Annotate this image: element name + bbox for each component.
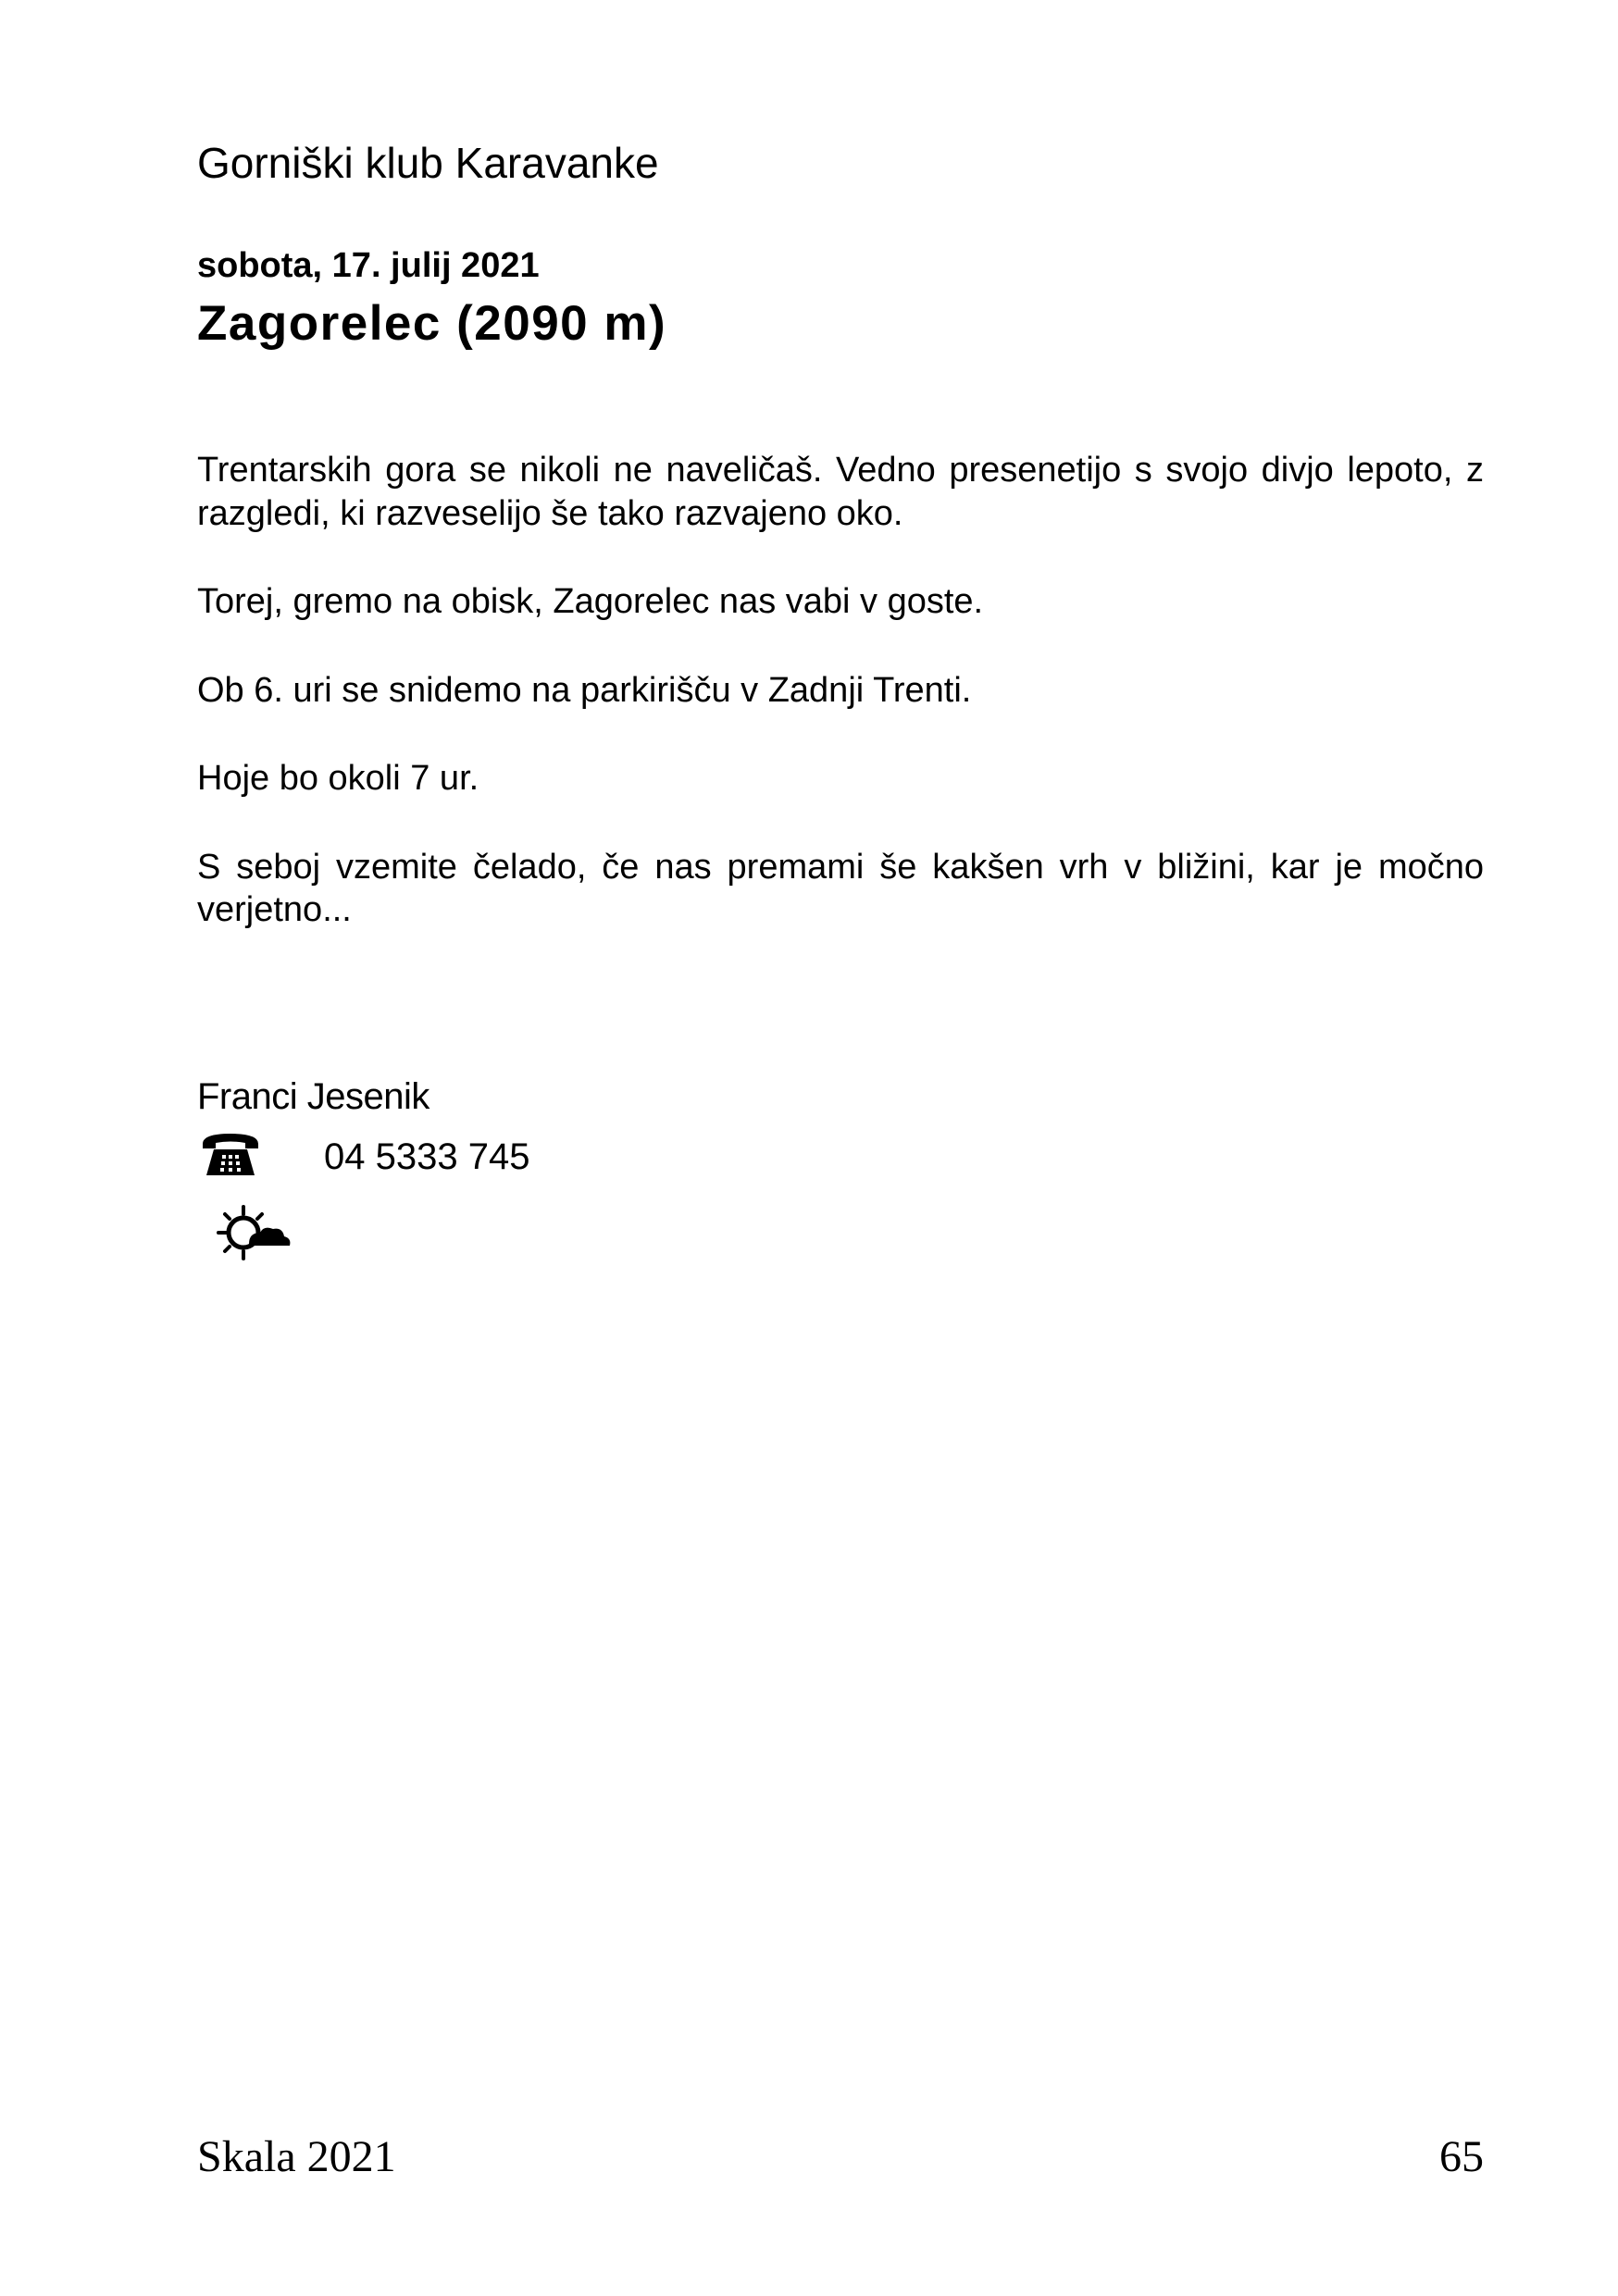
paragraph: Trentarskih gora se nikoli ne naveličaš. Vedno presenetijo s svojo divjo lepoto, z razgledi, ki razveselijo še tako razvajeno oko. bbox=[197, 451, 1484, 533]
telephone-icon bbox=[199, 1129, 262, 1181]
event-date: sobota, 17. julij 2021 bbox=[197, 246, 540, 285]
paragraph: S seboj vzemite čelado, če nas premami še kakšen vrh v bližini, kar je močno verjetno... bbox=[197, 847, 1484, 929]
club-name: Gorniški klub Karavanke bbox=[197, 139, 659, 187]
trip-leader-name: Franci Jesenik bbox=[197, 1076, 429, 1117]
paragraph: Torej, gremo na obisk, Zagorelec nas vabi v goste. bbox=[197, 582, 984, 621]
page-number: 65 bbox=[1439, 2132, 1484, 2181]
phone-number: 04 5333 745 bbox=[324, 1136, 530, 1177]
paragraph: Hoje bo okoli 7 ur. bbox=[197, 759, 479, 798]
phone-row bbox=[197, 1127, 753, 1183]
publication-name: Skala 2021 bbox=[197, 2132, 396, 2181]
event-title: Zagorelec (2090 m) bbox=[197, 296, 667, 351]
event-description bbox=[197, 449, 1484, 977]
paragraph: Ob 6. uri se snidemo na parkirišču v Zadnji Trenti. bbox=[197, 670, 972, 710]
sun-cloud-icon bbox=[216, 1203, 292, 1264]
